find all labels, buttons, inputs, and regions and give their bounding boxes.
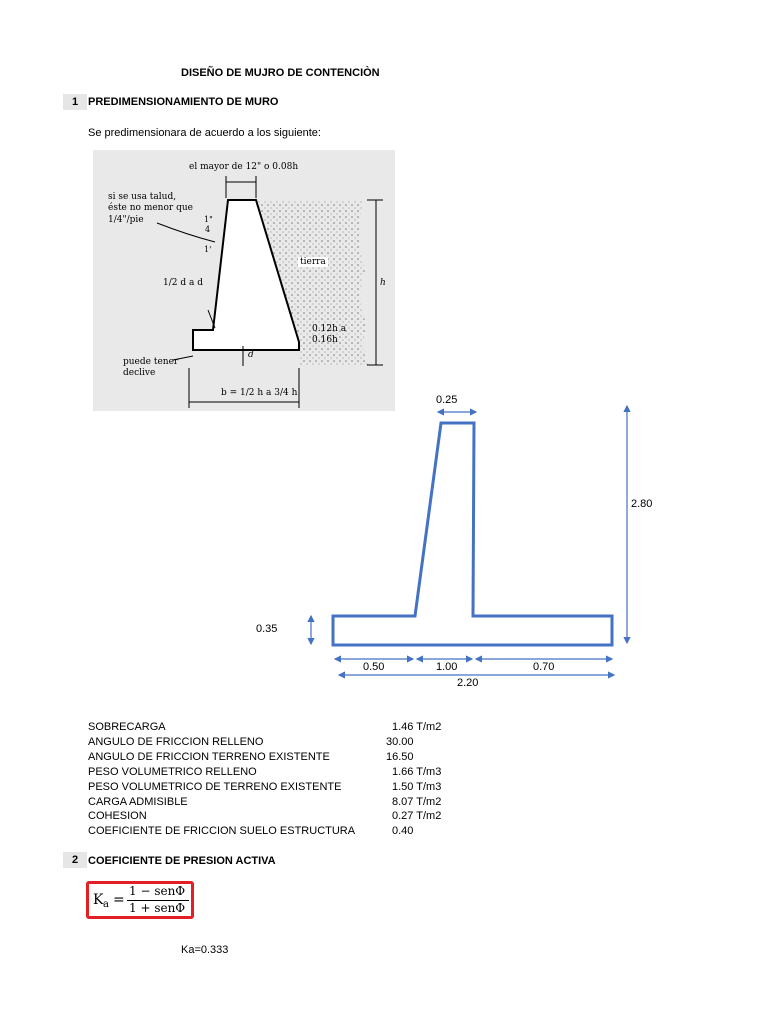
parameter-value: 0.40 <box>392 825 414 837</box>
ref-soil: tierra <box>300 257 326 267</box>
parameter-label: PESO VOLUMETRICO DE TERRENO EXISTENTE <box>88 781 342 793</box>
section-title: COEFICIENTE DE PRESION ACTIVA <box>88 855 276 867</box>
ref-heel-2: 0.16h <box>312 335 338 345</box>
parameter-label: CARGA ADMISIBLE <box>88 796 188 808</box>
ref-slope-num: 1" <box>204 215 213 224</box>
ref-top-label: el mayor de 12" o 0.08h <box>189 162 299 172</box>
ref-slope-den: 4 <box>205 225 211 234</box>
formula-numerator: 1 − senΦ <box>129 884 186 898</box>
intro-text: Se predimensionara de acuerdo a los siguiente: <box>88 127 321 139</box>
ref-toe-note-2: declive <box>123 368 156 378</box>
active-pressure-formula <box>86 881 194 919</box>
formula-lhs-subscript: a <box>103 899 109 910</box>
footing-thickness-label: 0.35 <box>256 623 278 635</box>
crown-label: 0.25 <box>436 394 458 406</box>
parameter-label: COHESION <box>88 810 147 822</box>
total-base-label: 2.20 <box>457 677 479 689</box>
ref-slope-note-3: 1/4"/pie <box>108 215 144 225</box>
ref-height: h <box>380 278 386 288</box>
ref-slope-note-1: si se usa talud, <box>108 192 177 202</box>
parameter-label: COEFICIENTE DE FRICCION SUELO ESTRUCTURA <box>88 825 356 837</box>
parameter-value: 30.00 <box>386 736 414 748</box>
parameter-value: 1.46 T/m2 <box>392 721 442 733</box>
section-number: 2 <box>64 852 86 868</box>
parameter-label: SOBRECARGA <box>88 721 166 733</box>
ref-stem-base: 1/2 d a d <box>163 278 203 288</box>
section-number: 1 <box>64 94 86 110</box>
parameter-label: ANGULO DE FRICCION TERRENO EXISTENTE <box>88 751 330 763</box>
heel-label: 0.70 <box>533 661 555 673</box>
parameter-value: 8.07 T/m2 <box>392 796 442 808</box>
toe-label: 0.50 <box>363 661 385 673</box>
parameter-value: 0.27 T/m2 <box>392 810 442 822</box>
ref-base-width: b = 1/2 h a 3/4 h <box>221 388 298 398</box>
section-title: PREDIMENSIONAMIENTO DE MURO <box>88 96 279 108</box>
height-label: 2.80 <box>631 498 653 510</box>
parameter-value: 1.66 T/m3 <box>392 766 442 778</box>
ref-toe-note-1: puede tener <box>123 357 179 367</box>
formula-lhs: K <box>93 892 104 908</box>
formula-equals: = <box>113 892 125 908</box>
parameter-value: 1.50 T/m3 <box>392 781 442 793</box>
stem-base-label: 1.00 <box>436 661 458 673</box>
parameter-label: PESO VOLUMETRICO RELLENO <box>88 766 257 778</box>
ka-result: Ka=0.333 <box>181 944 229 956</box>
ref-slope-note-2: éste no menor que <box>108 203 193 213</box>
parameter-value: 16.50 <box>386 751 414 763</box>
parameter-label: ANGULO DE FRICCION RELLENO <box>88 736 264 748</box>
page-title: DISEÑO DE MUJRO DE CONTENCIÒN <box>181 67 380 79</box>
formula-denominator: 1 + senΦ <box>129 901 186 915</box>
ref-footing: d <box>248 350 254 360</box>
ref-slope-run: 1' <box>204 245 212 254</box>
ref-heel-1: 0.12h a <box>312 324 347 334</box>
wall-section-outline <box>333 423 612 645</box>
